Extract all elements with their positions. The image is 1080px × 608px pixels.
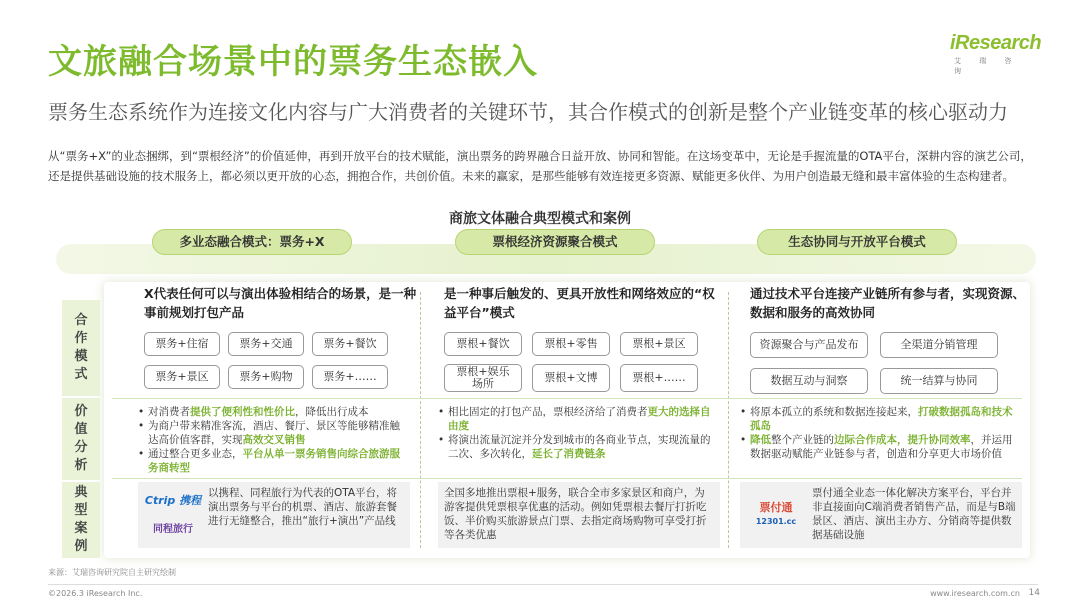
logo-subtitle: 艾 瑞 咨 询 [954, 57, 1020, 75]
value-bullets-1 [138, 405, 410, 475]
bullet-item: • 降低整个产业链的边际合作成本，提升协同效率，并运用数据驱动赋能产业链参与者，创造和分享更大市场价值 [740, 433, 1022, 461]
column-head: X代表任何可以与演出体验相结合的场景，是一种事前规划打包产品 [144, 286, 417, 320]
bullet-item: • 通过整合更多业态，平台从单一票务销售向综合旅游服务商转型 [138, 447, 410, 475]
row-divider [112, 478, 1022, 479]
copyright: ©2026.3 iResearch Inc. [48, 589, 143, 598]
tag: 票务+…… [312, 365, 388, 389]
tag-grid [750, 332, 1028, 394]
section-title: 商旅文体融合典型模式和案例 [449, 211, 631, 227]
row-label-typical-case: 典型案例 [62, 482, 100, 558]
tag: 资源聚合与产品发布 [750, 332, 868, 358]
iresearch-logo [950, 32, 1042, 75]
ctrip-logo: Ctrip 携程 [144, 493, 202, 507]
bullet-item: • 相比固定的打包产品，票根经济给了消费者更大的选择自由度 [438, 405, 718, 433]
column-package-mode [144, 284, 422, 389]
tag: 全渠道分销管理 [880, 332, 998, 358]
column-head: 通过技术平台连接产业链所有参与者，实现资源、数据和服务的高效协同 [750, 286, 1026, 320]
source-note: 来源：艾瑞咨询研究院自主研究绘制 [48, 568, 176, 577]
tag-grid [144, 332, 422, 389]
tag: 票务+餐饮 [312, 332, 388, 356]
tag: 票根+文博 [532, 364, 610, 392]
case-box-2: 全国多地推出票根+服务，联合全市多家景区和商户，为游客提供凭票根享优惠的活动。例如凭票根去餐厅打折吃饭、半价购买旅游景点门票、去指定商场购物可享受打折等各类优惠 [438, 482, 720, 548]
tag: 票根+景区 [620, 332, 698, 356]
bullet-item: • 对消费者提供了便利性和性价比，降低出行成本 [138, 405, 410, 419]
column-ticket-stub-mode [444, 284, 722, 392]
row-divider [112, 398, 1022, 399]
piaofutong-url: 12301.cc [755, 517, 797, 526]
column-open-platform-mode [750, 284, 1028, 394]
case-logos [144, 486, 202, 544]
value-bullets-3 [740, 405, 1022, 461]
row-label-cooperation-mode: 合作模式 [62, 300, 100, 396]
mode-pill-1: 多业态融合模式：票务+X [152, 229, 352, 255]
case-logos [746, 486, 806, 544]
tag: 票根+零售 [532, 332, 610, 356]
tag: 票根+…… [620, 364, 698, 392]
mode-pill-2: 票根经济资源聚合模式 [455, 229, 655, 255]
case-text: 票付通全业态一体化解决方案平台，平台并非直接面向C端消费者销售产品，而是与B端景区、酒店、演出主办方、分销商等提供数据基础设施 [812, 487, 1016, 541]
tag: 数据互动与洞察 [750, 368, 868, 394]
tag: 票务+购物 [228, 365, 304, 389]
footer-divider [48, 584, 1038, 585]
tag: 统一结算与协同 [880, 368, 998, 394]
bullet-item: • 为商户带来精准客流，酒店、餐厅、景区等能够精准触达高价值客群，实现高效交叉销售 [138, 419, 410, 447]
case-box-3 [740, 482, 1022, 548]
page-subtitle: 票务生态系统作为连接文化内容与广大消费者的关键环节，其合作模式的创新是整个产业链变革的核心驱动力 [48, 100, 1008, 124]
tag: 票务+住宿 [144, 332, 220, 356]
row-label-value-analysis: 价值分析 [62, 398, 100, 480]
tag-grid [444, 332, 722, 392]
tongcheng-logo: 同程旅行 [153, 523, 193, 535]
mode-pill-3: 生态协同与开放平台模式 [757, 229, 957, 255]
tag: 票根+餐饮 [444, 332, 522, 356]
column-head: 是一种事后触发的、更具开放性和网络效应的“权益平台”模式 [444, 286, 715, 320]
page-title: 文旅融合场景中的票务生态嵌入 [48, 42, 538, 82]
case-text: 以携程、同程旅行为代表的OTA平台，将演出票务与平台的机票、酒店、旅游套餐进行无缝整合，推出“旅行+演出”产品线 [208, 487, 398, 527]
tag: 票根+娱乐场所 [444, 364, 522, 392]
value-bullets-2 [438, 405, 718, 461]
piaofutong-logo: 票付通 [759, 501, 793, 514]
tag: 票务+交通 [228, 332, 304, 356]
bullet-item: • 将原本孤立的系统和数据连接起来，打破数据孤岛和技术孤岛 [740, 405, 1022, 433]
case-box-1 [138, 482, 410, 548]
tag: 票务+景区 [144, 365, 220, 389]
column-divider [420, 292, 421, 548]
intro-paragraph: 从“票务+X”的业态捆绑，到“票根经济”的价值延伸，再到开放平台的技术赋能，演出票务的跨界融合日益开放、协同和智能。在这场变革中，无论是手握流量的OTA平台，深耕内容的演艺公司，还是提供基础设施的技术服务上，都必须以更开放的心态，拥抱合作，共创价值。未来的赢家，是那些能够有效连接更多资源、赋能更多伙伴、为用户创造最无缝和最丰富体验的生态构建者。 [48, 149, 1032, 183]
page-number: 14 [1028, 588, 1040, 598]
column-divider [728, 292, 729, 548]
website-link[interactable]: www.iresearch.com.cn [930, 589, 1020, 598]
logo-brand: iResearch [950, 32, 1042, 54]
bullet-item: • 将演出流量沉淀并分发到城市的各商业节点，实现流量的二次、多次转化，延长了消费链条 [438, 433, 718, 461]
